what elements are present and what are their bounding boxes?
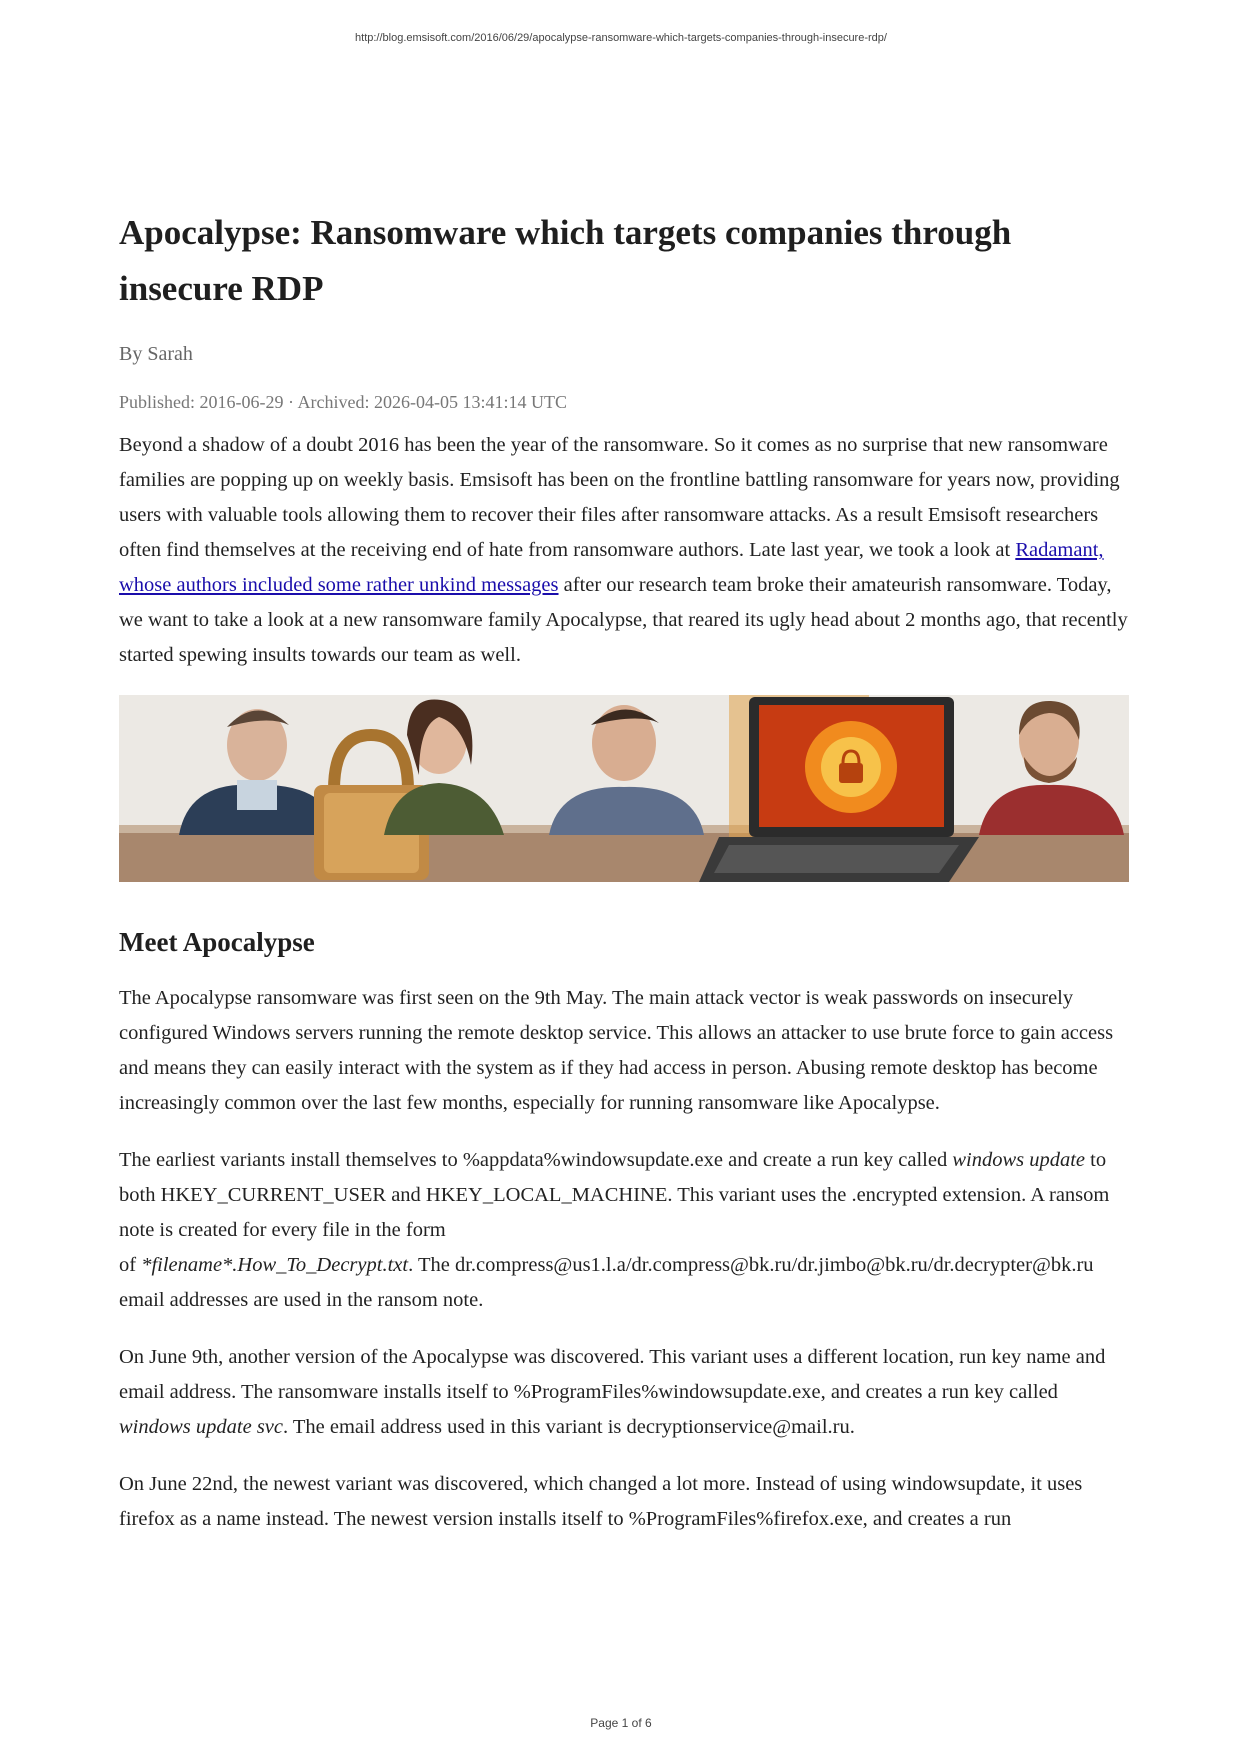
para2-text-b: to both HKEY_CURRENT_USER and HKEY_LOCAL_MACHINE. This variant uses the .encrypted extension. A ransom note is created for every file in the form (119, 1149, 1110, 1241)
paragraph-1: The Apocalypse ransomware was first seen on the 9th May. The main attack vector is weak passwords on insecurely configured Windows servers running the remote desktop service. This allows an attacker to use brute force to gain access and means they can easily interact with the system as if they had access in person. Abusing remote desktop has become increasingly common over the last few months, especially for running ransomware like Apocalypse. (119, 987, 1114, 1114)
radamant-link[interactable]: Radamant, whose authors included some rather unkind messages (119, 539, 1104, 596)
para2-emphasis-filename: *filename*.How_To_Decrypt.txt (141, 1254, 409, 1276)
hero-illustration (119, 695, 1129, 882)
paragraph-3 (119, 1340, 1129, 1445)
article-title: Apocalypse: Ransomware which targets companies through insecure RDP (119, 213, 1012, 308)
para3-text-a: On June 9th, another version of the Apocalypse was discovered. This variant uses a different location, run key name and email address. The ransomware installs itself to %ProgramFiles%windowsupdate.exe, and creates a run key called (119, 1346, 1106, 1403)
section-title-meet-apocalypse: Meet Apocalypse (119, 927, 315, 957)
laptop-illustration (699, 695, 979, 882)
paragraph-4: On June 22nd, the newest variant was discovered, which changed a lot more. Instead of using windowsupdate, it uses firefox as a name instead. The newest version installs itself to %ProgramFiles%firefox.exe, and creates a run (119, 1473, 1083, 1530)
byline: By Sarah (119, 343, 193, 365)
para2-text-c-prefix: of (119, 1254, 142, 1276)
para2-line-c (119, 1254, 1094, 1276)
intro-text-b: after our research team broke their amateurish ransomware. Today, we want to take a look at a new ransomware family Apocalypse, that reared its ugly head about 2 months ago, that recently started spewing insults towards our team as well. (119, 574, 1128, 666)
intro-paragraph (119, 428, 1129, 673)
para3-text-b: . The email address used in this variant is decryptionservice@mail.ru. (283, 1416, 855, 1438)
page-url: http://blog.emsisoft.com/2016/06/29/apocalypse-ransomware-which-targets-companies-through-insecure-rdp/ (355, 32, 887, 44)
para2-text-c-rest: . The dr.compress@us1.l.a/dr.compress@bk.ru/dr.jimbo@bk.ru/dr.decrypter@bk.ru (408, 1254, 1094, 1276)
para2-text-a: The earliest variants install themselves to %appdata%windowsupdate.exe and create a run key called (119, 1149, 953, 1171)
hero-image (119, 695, 1129, 882)
para2-emphasis-run-key: windows update (952, 1149, 1086, 1171)
paragraph-2 (119, 1143, 1129, 1318)
para2-text-d: email addresses are used in the ransom note. (119, 1289, 484, 1311)
intro-text-a: Beyond a shadow of a doubt 2016 has been the year of the ransomware. So it comes as no surprise that new ransomware families are popping up on weekly basis. Emsisoft has been on the frontline battling ransomware for years now, providing users with valuable tools allowing them to recover their files after ransomware attacks. As a result Emsisoft researchers often find themselves at the receiving end of hate from ransomware authors. Late last year, we took a look at (119, 434, 1120, 561)
article (119, 205, 1129, 1537)
page-number: Page 1 of 6 (590, 1716, 652, 1730)
para3-emphasis-run-key: windows update svc (119, 1416, 283, 1438)
publish-meta: Published: 2016-06-29 · Archived: 2026-04-05 13:41:14 UTC (119, 392, 567, 412)
